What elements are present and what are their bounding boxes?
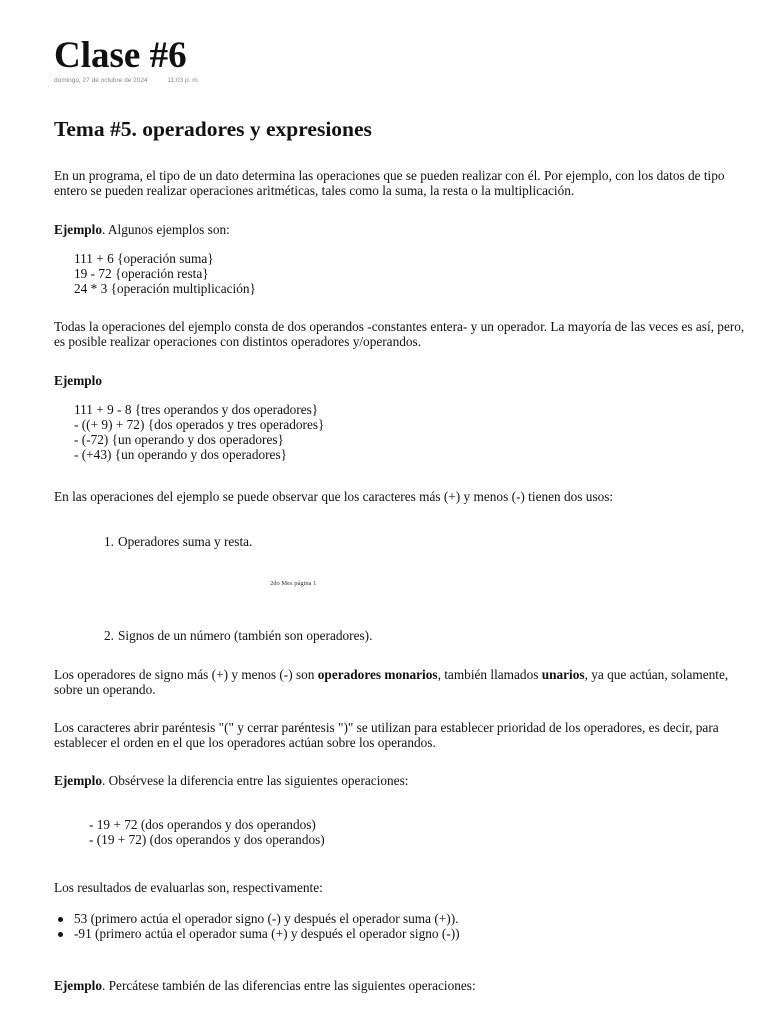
text-run: , ya que actúan, solamente, sobre un operando. — [54, 667, 729, 697]
results-list — [74, 911, 460, 941]
example4-label: Ejemplo — [54, 978, 103, 993]
example3-text: . Obsérvese la diferencia entre las siguientes operaciones: — [102, 773, 409, 788]
example3-lines — [89, 817, 325, 847]
example3-label: Ejemplo — [54, 773, 103, 788]
example3-intro — [54, 773, 746, 788]
list-item-text: -91 (primero actúa el operador suma (+) y después el operador signo (-)) — [74, 926, 460, 941]
paragraph-operands: Todas la operaciones del ejemplo consta de dos operandos -constantes entera- y un operador. La mayoría de las veces es así, pero, es posible realizar operaciones con distintos operadores y/operandos. — [54, 319, 745, 349]
list-number: 2. — [104, 628, 114, 643]
list-item — [74, 926, 460, 941]
page-footer: 2do Mes página 1 — [270, 580, 317, 587]
example2-line: - (+43) {un operando y dos operadores} — [74, 447, 288, 462]
example4-intro — [54, 978, 746, 993]
example2-lines — [74, 402, 324, 462]
list-item — [74, 911, 460, 926]
example4-text: . Percátese también de las diferencias entre las siguientes operaciones: — [102, 978, 476, 993]
list-item-text: Signos de un número (también son operadores). — [118, 628, 373, 643]
bold-term: unarios — [541, 667, 585, 682]
example2-line: - (-72) {un operando y dos operadores} — [74, 432, 284, 447]
topic-heading: Tema #5. operadores y expresiones — [54, 117, 372, 141]
example1-label: Ejemplo — [54, 222, 103, 237]
example1-text: . Algunos ejemplos son: — [102, 222, 230, 237]
page-meta — [54, 77, 199, 84]
intro-paragraph: En un programa, el tipo de un dato determina las operaciones que se pueden realizar con él. Por ejemplo, con los datos de tipo entero se pueden realizar operaciones aritméticas, tales como la suma, la resta o la multiplicación. — [54, 168, 725, 198]
example1-lines — [74, 251, 256, 296]
bullet-icon — [58, 917, 63, 922]
list-item — [98, 534, 252, 549]
example2-line: - ((+ 9) + 72) {dos operados y tres operadores} — [74, 417, 325, 432]
paragraph-parentheses: Los caracteres abrir paréntesis "(" y cerrar paréntesis ")" se utilizan para establecer prioridad de los operadores, es decir, para establecer el orden en el que los operadores actúan sobre los operandos. — [54, 720, 719, 750]
paragraph-two-uses: En las operaciones del ejemplo se puede observar que los caracteres más (+) y menos (-) tienen dos usos: — [54, 489, 614, 504]
paragraph-results: Los resultados de evaluarlas son, respectivamente: — [54, 880, 323, 895]
page-date: domingo, 27 de octubre de 2024 — [54, 77, 148, 84]
page-title: Clase #6 — [54, 35, 187, 76]
bullet-icon — [58, 932, 63, 937]
list-number: 1. — [104, 534, 114, 549]
example3-line: - (19 + 72) (dos operandos y dos operandos) — [89, 832, 325, 847]
example2-label: Ejemplo — [54, 373, 103, 388]
example1-line: 24 * 3 {operación multiplicación} — [74, 281, 256, 296]
list-item-text: Operadores suma y resta. — [118, 534, 253, 549]
page-time: 11:03 p. m. — [167, 77, 200, 84]
example2-line: 111 + 9 - 8 {tres operandos y dos operadores} — [74, 402, 319, 417]
example1-line: 111 + 6 {operación suma} — [74, 251, 214, 266]
bold-term: operadores monarios — [317, 667, 438, 682]
paragraph-unary — [54, 667, 746, 697]
text-run: Los operadores de signo más (+) y menos (-) son — [54, 667, 318, 682]
example1-line: 19 - 72 {operación resta} — [74, 266, 209, 281]
example3-line: - 19 + 72 (dos operandos y dos operandos) — [89, 817, 316, 832]
example1-intro — [54, 222, 746, 237]
text-run: , también llamados — [437, 667, 542, 682]
list-item-text: 53 (primero actúa el operador signo (-) y después el operador suma (+)). — [74, 911, 459, 926]
list-item — [98, 628, 372, 643]
example2-intro — [54, 373, 746, 388]
